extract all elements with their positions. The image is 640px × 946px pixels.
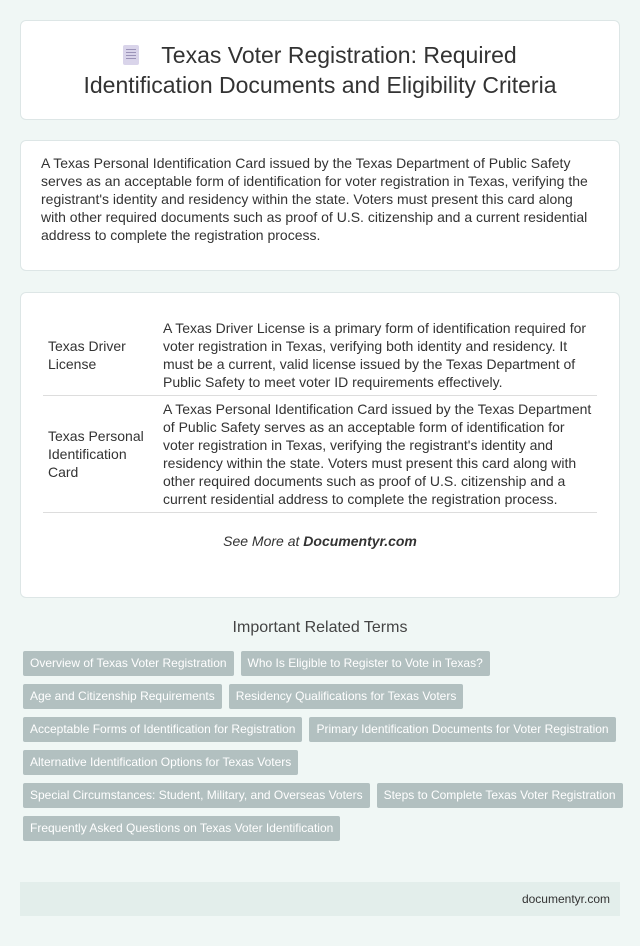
- related-terms-title: Important Related Terms: [232, 619, 408, 636]
- table-row: [43, 396, 597, 513]
- related-tag[interactable]: Acceptable Forms of Identification for Registration: [23, 717, 302, 742]
- terms-table: [43, 315, 597, 513]
- related-tag[interactable]: Frequently Asked Questions on Texas Voter Identification: [23, 816, 340, 841]
- see-more-link[interactable]: Documentyr.com: [303, 533, 417, 549]
- related-tag[interactable]: Who Is Eligible to Register to Vote in Texas?: [241, 651, 490, 676]
- related-tag[interactable]: Overview of Texas Voter Registration: [23, 651, 234, 676]
- term-cell: Texas Driver License: [43, 315, 158, 396]
- header-card: [20, 20, 620, 120]
- related-tag[interactable]: Steps to Complete Texas Voter Registration: [377, 783, 623, 808]
- related-tag[interactable]: Residency Qualifications for Texas Voters: [229, 684, 464, 709]
- terms-card: [20, 292, 620, 598]
- description-cell: A Texas Personal Identification Card issued by the Texas Department of Public Safety serves as an acceptable form of identification for voter registration in Texas, verifying the registrant's identity and residency within the state. Voters must present this card along with other required documents such as proof of U.S. citizenship and a current residential address to complete the registration process.: [158, 396, 597, 513]
- related-tag[interactable]: Primary Identification Documents for Voter Registration: [309, 717, 615, 742]
- document-icon: [123, 45, 139, 65]
- see-more: See More at Documentyr.com: [223, 533, 417, 549]
- related-tag[interactable]: Alternative Identification Options for Texas Voters: [23, 750, 298, 775]
- summary-text: A Texas Personal Identification Card issued by the Texas Department of Public Safety serves as an acceptable form of identification for voter registration in Texas, verifying the registrant's identity and residency within the state. Voters must present this card along with other required documents such as proof of U.S. citizenship and a current residential address to complete the registration process.: [41, 155, 588, 243]
- description-cell: A Texas Driver License is a primary form of identification required for voter registration in Texas, verifying both identity and residency. It must be a current, valid license issued by the Texas Department of Public Safety to meet voter ID requirements effectively.: [158, 315, 597, 396]
- term-cell: Texas Personal Identification Card: [43, 396, 158, 513]
- table-row: [43, 315, 597, 396]
- summary-card: [20, 140, 620, 271]
- related-tag[interactable]: Special Circumstances: Student, Military, and Overseas Voters: [23, 783, 370, 808]
- related-tag[interactable]: Age and Citizenship Requirements: [23, 684, 222, 709]
- page-title: Texas Voter Registration: Required Identification Documents and Eligibility Criteria: [83, 42, 557, 98]
- footer: documentyr.com: [20, 882, 620, 916]
- related-tags: [23, 651, 623, 841]
